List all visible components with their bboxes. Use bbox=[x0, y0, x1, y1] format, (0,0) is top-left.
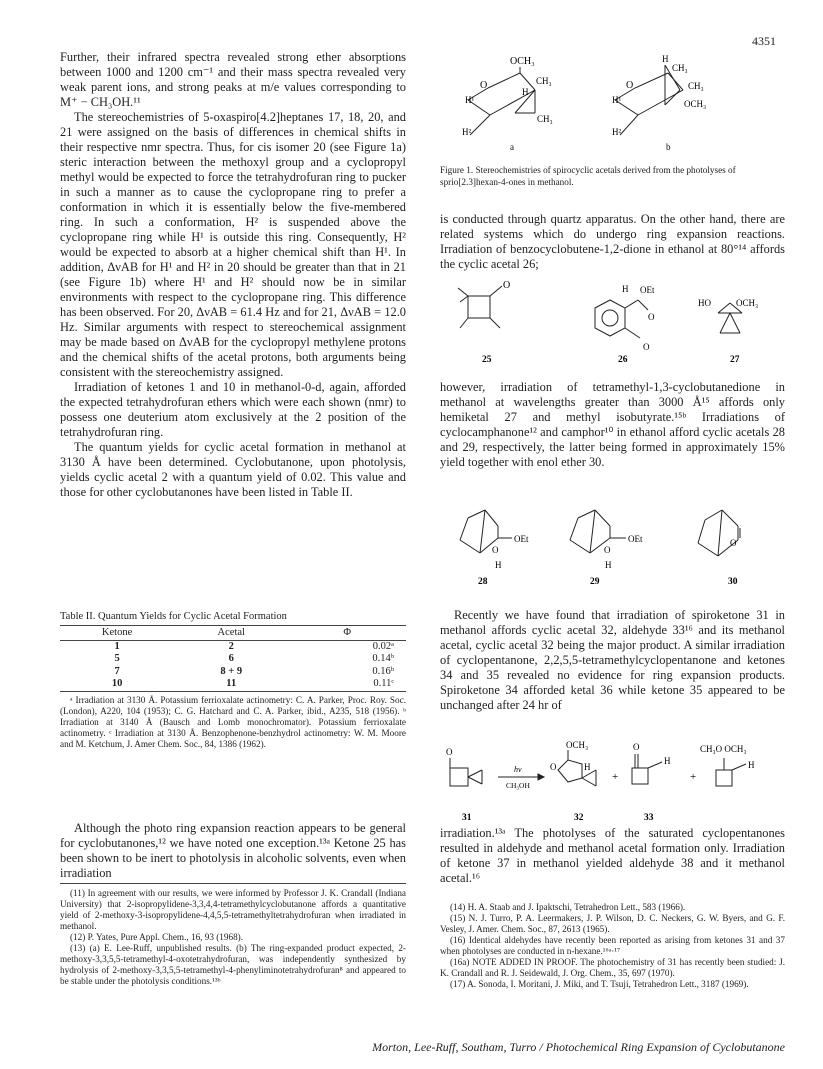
oet-label: OEt bbox=[628, 534, 643, 544]
structure-31 bbox=[450, 758, 482, 786]
table-row bbox=[60, 653, 406, 666]
column-header: Acetal bbox=[217, 627, 245, 638]
compound-number: 30 bbox=[728, 577, 738, 587]
compound-number: 33 bbox=[644, 813, 654, 823]
table-cell: 8 + 9 bbox=[220, 665, 243, 677]
plus-sign: + bbox=[690, 771, 697, 783]
figure-1-caption: Figure 1. Stereochemistries of spirocyclic acetals derived from the photolyses of sprio[2.3]hexan-4-ones in methanol. bbox=[440, 165, 736, 187]
compound-number: 25 bbox=[482, 355, 492, 365]
paragraph: Further, their infrared spectra revealed strong ether absorptions between 1000 and 1200 cm⁻¹ and their mass spectra revealed very weak parent ions, and strong peaks at m/e values corresponding to M⁺ − CH₃OH.¹¹ bbox=[60, 50, 406, 109]
footnote: (13) (a) E. Lee-Ruff, unpublished results. (b) The ring-expanded product expected, 2-methoxy-3,3,5,5-tetramethyl-4-oxotetrahydrofuran, was independently synthesized by hydrolysis of 2-methoxy-3,3,5,5-tetramethyl-4-phenyliminotetrahydrofuran⁸ and appeared to be stable under the photolysis conditions.¹³ᵇ bbox=[60, 943, 406, 986]
h2-label: H² bbox=[612, 127, 622, 137]
oxygen-label: O bbox=[730, 538, 737, 548]
ch3-label: CH₃ bbox=[537, 114, 553, 124]
h-label: H bbox=[522, 87, 529, 97]
table-cell: 5 bbox=[114, 653, 120, 664]
oxygen-label: O bbox=[648, 312, 655, 322]
table-cell: 0.16ᵇ bbox=[372, 665, 394, 677]
figure-1 bbox=[440, 55, 780, 155]
figure-label-b: b bbox=[666, 142, 671, 152]
left-column-continuation bbox=[60, 821, 406, 881]
structure-a bbox=[468, 67, 535, 135]
table-cell: 0.02ᵃ bbox=[372, 640, 394, 652]
oxygen-label: O bbox=[626, 80, 634, 91]
table-ii bbox=[60, 611, 406, 750]
table-cell: 6 bbox=[228, 653, 234, 664]
ho-label: HO bbox=[698, 298, 711, 308]
right-column-text bbox=[440, 608, 785, 713]
paragraph: Irradiation of ketones 1 and 10 in methanol-0-d, again, afforded the expected tetrahydrofuran ethers which were each shown (nmr) to possess one deuterium atom exclusively at the 2 position of the tetrahydrofuran ring. bbox=[60, 380, 406, 439]
h-label: H bbox=[662, 55, 669, 64]
table-cell: 10 bbox=[111, 678, 123, 689]
h1-label: H¹ bbox=[612, 95, 622, 105]
footnote: (12) P. Yates, Pure Appl. Chem., 16, 93 (1968). bbox=[70, 932, 244, 942]
right-column-text bbox=[440, 826, 785, 886]
compound-number: 29 bbox=[590, 577, 600, 587]
oxygen-label: O bbox=[643, 342, 650, 352]
structures-25-26-27 bbox=[440, 258, 780, 370]
footnote: (16) Identical aldehydes have recently been reported as arising from ketones 31 and 37 when photolyses are conducted in n-hexane.¹⁶ᵃ·¹⁷ bbox=[440, 935, 785, 956]
och3-label: OCH₃ bbox=[566, 740, 589, 750]
oxygen-label: O bbox=[604, 545, 611, 555]
footnote: (16a) NOTE ADDED IN PROOF. The photochemistry of 31 has recently been studied: J. K. Crandall and R. J. Seidewald, J. Org. Chem., 35, 697 (1970). bbox=[440, 957, 785, 978]
oxygen-label: O bbox=[550, 762, 557, 772]
oet-label: OEt bbox=[640, 285, 655, 295]
footnote: (11) In agreement with our results, we were informed by Professor J. K. Crandall (Indiana University) that 2-isopropylidene-3,3,4,4-tetramethylcyclobutanone affords a quantitative yield of 2-methoxy-3-isopropylidene-4,4,5,5-tetramethyltetrahydrofuran when irradiated in methanol. bbox=[60, 888, 406, 931]
table-footnote: ᵃ Irradiation at 3130 Å. Potassium ferrioxalate actinometry: C. A. Parker, Proc. Roy. Soc. (London), A220, 104 (1953); C. G. Hatchard and C. A. Parker, ibid., A235, 518 (1956). ᵇ Irradiation at 3140 Å (Bausch and Lomb monochromator). Potassium ferrioxalate actinometry. ᶜ Irradiation at 3130 Å. Benzophenone-benzhydrol actinometry: W. M. Moore and M. Ketchum, J. Amer Chem. Soc., 84, 1386 (1962). bbox=[60, 694, 406, 749]
compound-number: 31 bbox=[462, 813, 472, 823]
footnote: (15) N. J. Turro, P. A. Leermakers, J. P. Wilson, D. C. Neckers, G. W. Byers, and G. F. Vesley, J. Amer. Chem. Soc., 87, 2613 (1965). bbox=[440, 913, 785, 934]
hv-label: hν bbox=[514, 765, 522, 774]
table-cell: 7 bbox=[114, 665, 120, 677]
solvent-label: CH₃OH bbox=[506, 781, 530, 790]
table-cell: 0.11ᶜ bbox=[373, 678, 394, 689]
acetal-methoxy-label: CH₃O OCH₃ bbox=[700, 744, 747, 754]
footnote-divider bbox=[60, 883, 406, 884]
h-label: H bbox=[622, 284, 629, 294]
ch3-label: CH₃ bbox=[672, 63, 688, 73]
h-label: H bbox=[664, 756, 671, 766]
paragraph: Recently we have found that irradiation of spiroketone 31 in methanol affords cyclic acetal 32, aldehyde 33¹⁶ and its methanol acetal, cyclic acetal 32 being the major product. A similar irradiation of cyclopentanone, 2,2,5,5-tetramethylcyclopentanone and ketones 34 and 35 revealed no evidence for ring expansion products. Spiroketone 34 afforded ketal 36 while ketone 35 appeared to be unchanged after 24 hr of bbox=[440, 608, 785, 712]
oxygen-label: O bbox=[446, 747, 453, 757]
structure-29 bbox=[570, 510, 626, 553]
h-label: H bbox=[748, 760, 755, 770]
och3-label: OCH₃ bbox=[684, 99, 707, 109]
reaction-arrow bbox=[498, 774, 544, 780]
h-label: H bbox=[584, 762, 591, 772]
table-row bbox=[60, 666, 406, 679]
compound-number: 27 bbox=[730, 355, 740, 365]
paragraph: however, irradiation of tetramethyl-1,3-cyclobutanedione in methanol at wavelengths greater than 3000 Å¹⁵ affords only hemiketal 27 and methyl isobutyrate.¹⁵ᵇ Irradiations of cyclocamphanone¹² and camphor¹⁰ in ethanol afford cyclic acetals 28 and 29, respectively, the latter being formed in approximately 15% yield together with enol ether 30. bbox=[440, 380, 785, 469]
structure-b bbox=[615, 65, 683, 135]
reaction-scheme bbox=[440, 740, 785, 830]
structure-30 bbox=[698, 510, 740, 556]
structure-33-acetal bbox=[716, 758, 746, 786]
page-number: 4351 bbox=[752, 34, 776, 48]
och3-label: OCH₃ bbox=[510, 56, 535, 67]
structure-28 bbox=[460, 510, 512, 553]
ch3-label: CH₃ bbox=[536, 76, 552, 86]
left-footnotes bbox=[60, 888, 406, 987]
paragraph: The quantum yields for cyclic acetal formation in methanol at 3130 Å have been determined. Cyclobutanone, upon photolysis, yields cyclic acetal 2 with a quantum yield of 0.02. This value and those for other cyclobutanones have been listed in Table II. bbox=[60, 440, 406, 499]
structures-28-29-30 bbox=[440, 498, 780, 590]
footnote: (14) H. A. Staab and J. Ipaktschi, Tetrahedron Lett., 583 (1966). bbox=[450, 902, 686, 912]
paragraph: The stereochemistries of 5-oxaspiro[4.2]heptanes 17, 18, 20, and 21 were assigned on the basis of differences in chemical shifts in their respective nmr spectra. Thus, for cis isomer 20 (see Figure 1a) steric interaction between the methoxyl group and a cyclopropyl methyl would be expected to force the tetrahydrofuran ring to pucker in such a manner as to cause the cyclopropane ring to prefer a conformation in which it is essentially below the five-membered ring. In such a conformation, H² is suspended above the cyclopropane ring while H¹ is outside this ring. Consequently, H² would be expected to absorb at a higher chemical shift than H¹. In addition, ΔνAB for H¹ and H² in 20 should be greater than that in 21 (see Figure 1b) where H¹ and H² should now be in similar environments with respect to the cyclopropane ring. This difference has been observed. For 20, ΔνAB = 61.4 Hz and for 21, ΔνAB = 12.0 Hz. Similar arguments with respect to stereochemical assignment may be made based on ΔνAB for the cyclopropyl methylene protons and the chemical shifts of the acetal protons, both arguments being consistent with the stereochemistry assigned. bbox=[60, 110, 406, 379]
h-label: H bbox=[495, 560, 502, 570]
compound-number: 28 bbox=[478, 577, 488, 587]
table-title: Table II. Quantum Yields for Cyclic Acetal Formation bbox=[60, 611, 287, 622]
table-cell: 11 bbox=[226, 678, 237, 689]
column-header: Φ bbox=[343, 627, 352, 638]
table-row bbox=[60, 640, 406, 653]
table-cell: 2 bbox=[228, 640, 234, 652]
oxygen-label: O bbox=[492, 545, 499, 555]
paragraph: is conducted through quartz apparatus. On the other hand, there are related systems which do undergo ring expansion reactions. Irradiation of benzocyclobutene-1,2-dione in ethanol at 80°¹⁴ affords the cyclic acetal 26; bbox=[440, 212, 785, 271]
paragraph: Although the photo ring expansion reaction appears to be general for cyclobutanones,¹² we have noted one exception.¹³ᵃ Ketone 25 has been shown to be inert to photolysis in alcoholic solvents, even when irradiation bbox=[60, 821, 406, 880]
ch3-label: CH₃ bbox=[688, 81, 704, 91]
structure-25 bbox=[458, 286, 502, 328]
oxygen-label: O bbox=[503, 280, 511, 291]
footnote: (17) A. Sonoda, I. Moritani, J. Miki, and T. Tsuji, Tetrahedron Lett., 3187 (1969). bbox=[450, 979, 749, 989]
compound-number: 32 bbox=[574, 813, 584, 823]
left-column-text bbox=[60, 50, 406, 500]
compound-number: 26 bbox=[618, 355, 628, 365]
h1-label: H¹ bbox=[465, 95, 475, 105]
figure-label-a: a bbox=[510, 142, 514, 152]
paragraph: irradiation.¹³ᵃ The photolyses of the saturated cyclopentanones resulted in aldehyde and methanol acetal formation only. Irradiation of ketone 37 in methanol yielded aldehyde 38 and it methanol acetal.¹⁶ bbox=[440, 826, 785, 885]
structure-33 bbox=[632, 754, 662, 784]
oxygen-label: O bbox=[480, 80, 488, 91]
table-row bbox=[60, 678, 406, 691]
right-column-text bbox=[440, 380, 785, 470]
h2-label: H² bbox=[462, 127, 472, 137]
quantum-yield-table bbox=[60, 627, 406, 692]
table-cell: 1 bbox=[114, 640, 120, 652]
table-cell: 0.14ᵇ bbox=[372, 653, 394, 664]
column-header: Ketone bbox=[101, 627, 133, 638]
och3-label: OCH₃ bbox=[736, 298, 759, 308]
oxygen-label: O bbox=[633, 742, 640, 752]
right-footnotes bbox=[440, 902, 785, 990]
running-footer: Morton, Lee-Ruff, Southam, Turro / Photochemical Ring Expansion of Cyclobutanone bbox=[372, 1040, 785, 1054]
oet-label: OEt bbox=[514, 534, 529, 544]
h-label: H bbox=[605, 560, 612, 570]
structure-26 bbox=[595, 300, 648, 338]
plus-sign: + bbox=[612, 771, 619, 783]
